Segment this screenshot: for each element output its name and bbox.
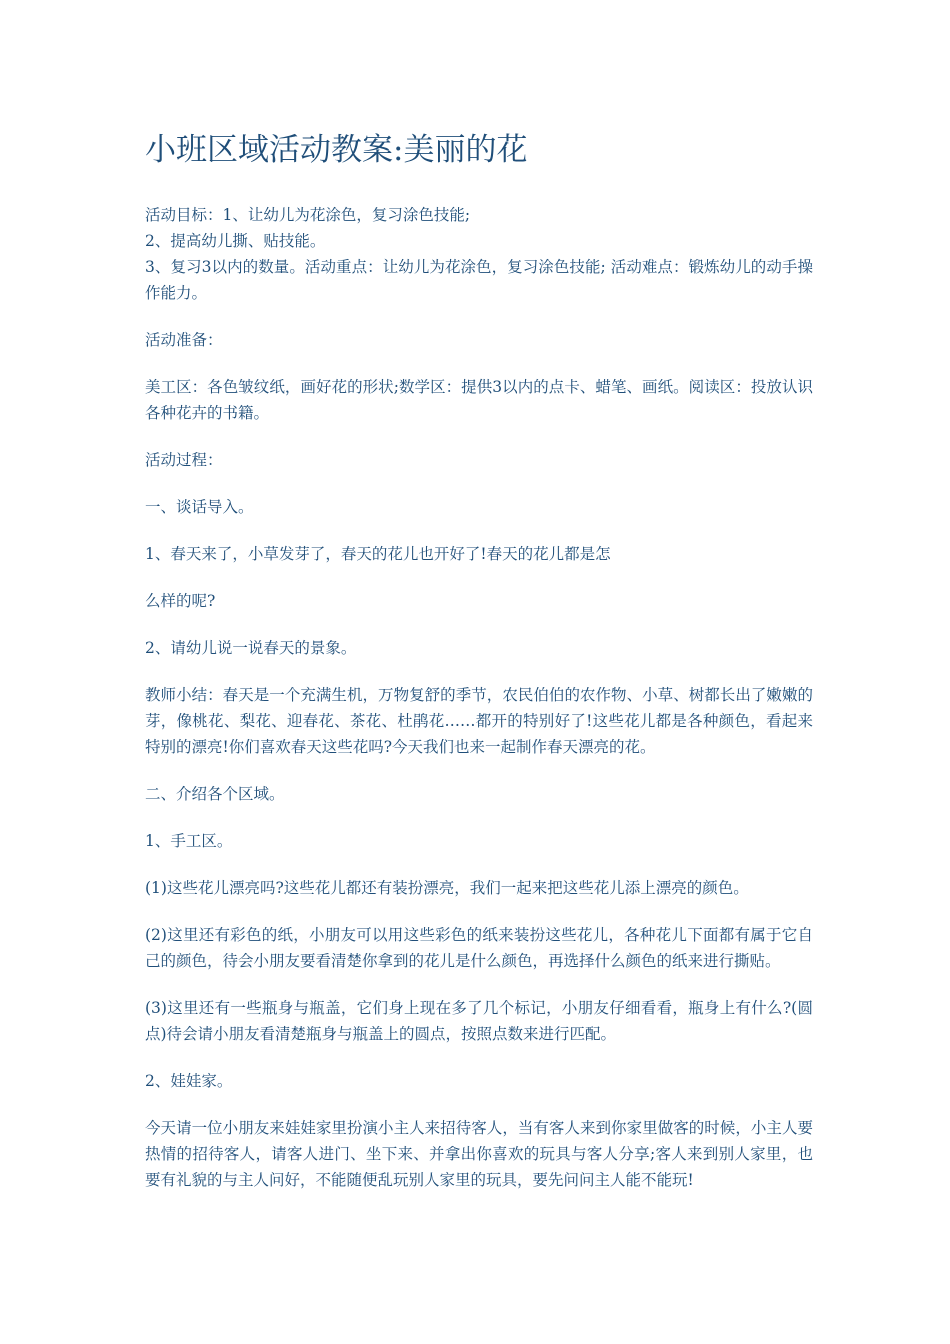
paragraph-gap xyxy=(145,567,813,588)
paragraph-preparation-detail: 美工区：各色皱纹纸，画好花的形状;数学区：提供3以内的点卡、蜡笔、画纸。阅读区：投放认识各种花卉的书籍。 xyxy=(145,378,813,422)
paragraph-gap xyxy=(145,426,813,447)
paragraph-gap xyxy=(145,661,813,682)
paragraph-spring-question-1: 1、春天来了，小草发芽了，春天的花儿也开好了!春天的花儿都是怎 xyxy=(145,545,611,563)
paragraph-gap xyxy=(145,353,813,374)
paragraph-teacher-summary: 教师小结：春天是一个充满生机，万物复舒的季节，农民伯伯的农作物、小草、树都长出了嫩嫩的芽，像桃花、梨花、迎春花、茶花、杜鹃花……都开的特别好了!这些花儿都是各种颜色，看起来特别的漂亮!你们喜欢春天这些花吗?今天我们也来一起制作春天漂亮的花。 xyxy=(145,686,813,756)
document-body xyxy=(145,128,813,1193)
paragraph-section-two: 二、介绍各个区域。 xyxy=(145,785,285,803)
paragraph-handcraft-step-1: (1)这些花儿漂亮吗?这些花儿都还有装扮漂亮，我们一起来把这些花儿添上漂亮的颜色。 xyxy=(145,879,749,897)
paragraph-gap xyxy=(145,854,813,875)
paragraph-objective-2: 2、提高幼儿撕、贴技能。 xyxy=(145,232,326,250)
document-title: 小班区域活动教案:美丽的花 xyxy=(145,132,528,168)
paragraph-objective-3: 3、复习3以内的数量。活动重点：让幼儿为花涂色，复习涂色技能; 活动难点：锻炼幼儿的动手操作能力。 xyxy=(145,258,813,302)
paragraph-gap xyxy=(145,1094,813,1115)
paragraph-spring-question-2: 么样的呢? xyxy=(145,592,216,610)
paragraph-process-heading: 活动过程： xyxy=(145,451,223,469)
paragraph-gap xyxy=(145,520,813,541)
paragraph-gap xyxy=(145,974,813,995)
paragraph-handcraft-step-3: (3)这里还有一些瓶身与瓶盖，它们身上现在多了几个标记，小朋友仔细看看，瓶身上有什么?(圆点)待会请小朋友看清楚瓶身与瓶盖上的圆点，按照点数来进行匹配。 xyxy=(145,999,813,1043)
paragraph-gap xyxy=(145,760,813,781)
paragraph-gap xyxy=(145,1047,813,1068)
paragraph-gap xyxy=(145,901,813,922)
paragraph-handcraft-area: 1、手工区。 xyxy=(145,832,233,850)
paragraph-handcraft-step-2: (2)这里还有彩色的纸，小朋友可以用这些彩色的纸来装扮这些花儿，各种花儿下面都有属于它自己的颜色，待会小朋友要看清楚你拿到的花儿是什么颜色，再选择什么颜色的纸来进行撕贴。 xyxy=(145,926,813,970)
paragraph-objective-1: 活动目标：1、让幼儿为花涂色，复习涂色技能; xyxy=(145,206,471,224)
paragraph-doll-house-detail: 今天请一位小朋友来娃娃家里扮演小主人来招待客人，当有客人来到你家里做客的时候，小主人要热情的招待客人，请客人进门、坐下来、并拿出你喜欢的玩具与客人分享;客人来到别人家里，也要有礼貌的与主人问好，不能随便乱玩别人家里的玩具，要先问问主人能不能玩! xyxy=(145,1119,813,1189)
paragraph-doll-house: 2、娃娃家。 xyxy=(145,1072,233,1090)
paragraph-gap xyxy=(145,473,813,494)
paragraph-gap xyxy=(145,807,813,828)
paragraph-spring-scene: 2、请幼儿说一说春天的景象。 xyxy=(145,639,357,657)
paragraph-preparation-heading: 活动准备： xyxy=(145,331,223,349)
paragraph-gap xyxy=(145,306,813,327)
paragraph-section-one: 一、谈话导入。 xyxy=(145,498,254,516)
paragraph-gap xyxy=(145,614,813,635)
